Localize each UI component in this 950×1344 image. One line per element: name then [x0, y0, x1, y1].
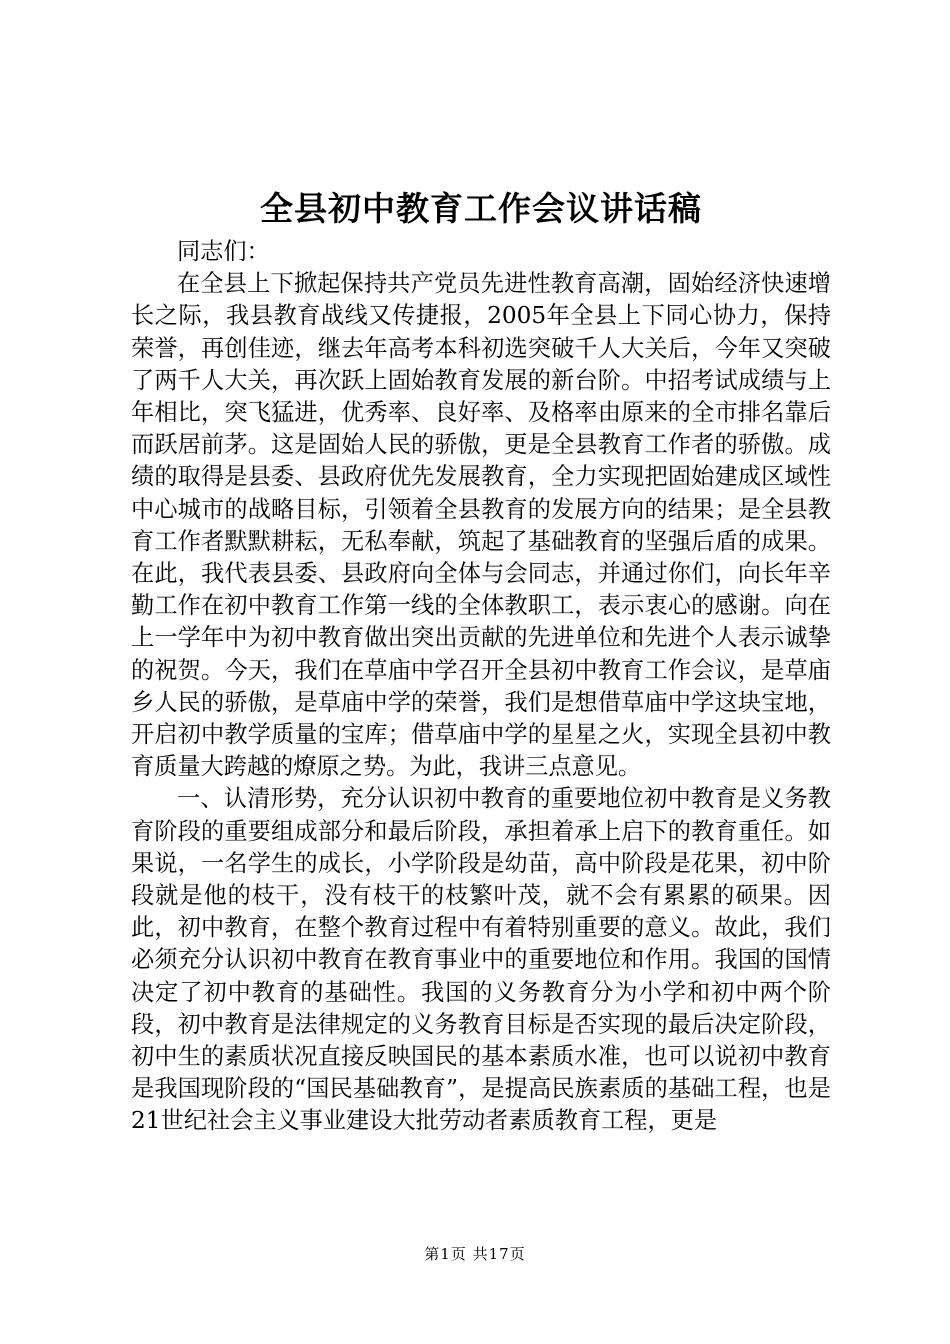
paragraph-section-one: 一、认清形势，充分认识初中教育的重要地位初中教育是义务教育阶段的重要组成部分和最后阶段，承担着承上启下的教育重任。如果说，一名学生的成长，小学阶段是幼苗，高中阶段是花果，初中阶段就是他的枝干，没有枝干的枝繁叶茂，就不会有累累的硕果。因此，初中教育，在整个教育过程中有着特别重要的意义。故此，我们必须充分认识初中教育在教育事业中的重要地位和作用。我国的国情决定了初中教育的基础性。我国的义务教育分为小学和初中两个阶段，初中教育是法律规定的义务教育目标是否实现的最后决定阶段，初中生的素质状况直接反映国民的基本素质水准，也可以说初中教育是我国现阶段的“国民基础教育”，是提高民族素质的基础工程，也是21世纪社会主义事业建设大批劳动者素质教育工程，更是 [131, 785, 831, 1135]
document-page [131, 182, 831, 1138]
document-title: 全县初中教育工作会议讲话稿 [260, 189, 702, 228]
salutation: 同志们： [177, 238, 270, 265]
paragraph-intro: 在全县上下掀起保持共产党员先进性教育高潮，固始经济快速增长之际，我县教育战线又传捷报，2005年全县上下同心协力，保持荣誉，再创佳迹，继去年高考本科初选突破千人大关后，今年又突破了两千人大关，再次跃上固始教育发展的新台阶。中招考试成绩与上年相比，突飞猛进，优秀率、良好率、及格率由原来的全市排名靠后而跃居前茅。这是固始人民的骄傲，更是全县教育工作者的骄傲。成绩的取得是县委、县政府优先发展教育，全力实现把固始建成区域性中心城市的战略目标，引领着全县教育的发展方向的结果；是全县教育工作者默默耕耘，无私奉献，筑起了基础教育的坚强后盾的成果。在此，我代表县委、县政府向全体与会同志，并通过你们，向长年辛勤工作在初中教育工作第一线的全体教职工，表示衷心的感谢。向在上一学年中为初中教育做出突出贡献的先进单位和先进个人表示诚挚的祝贺。今天，我们在草庙中学召开全县初中教育工作会议，是草庙乡人民的骄傲，是草庙中学的荣誉，我们是想借草庙中学这块宝地，开启初中教学质量的宝库；借草庙中学的星星之火，实现全县初中教育质量大跨越的燎原之势。为此，我讲三点意见。 [131, 270, 831, 781]
page-footer: 第1页 共17页 [424, 1245, 526, 1263]
